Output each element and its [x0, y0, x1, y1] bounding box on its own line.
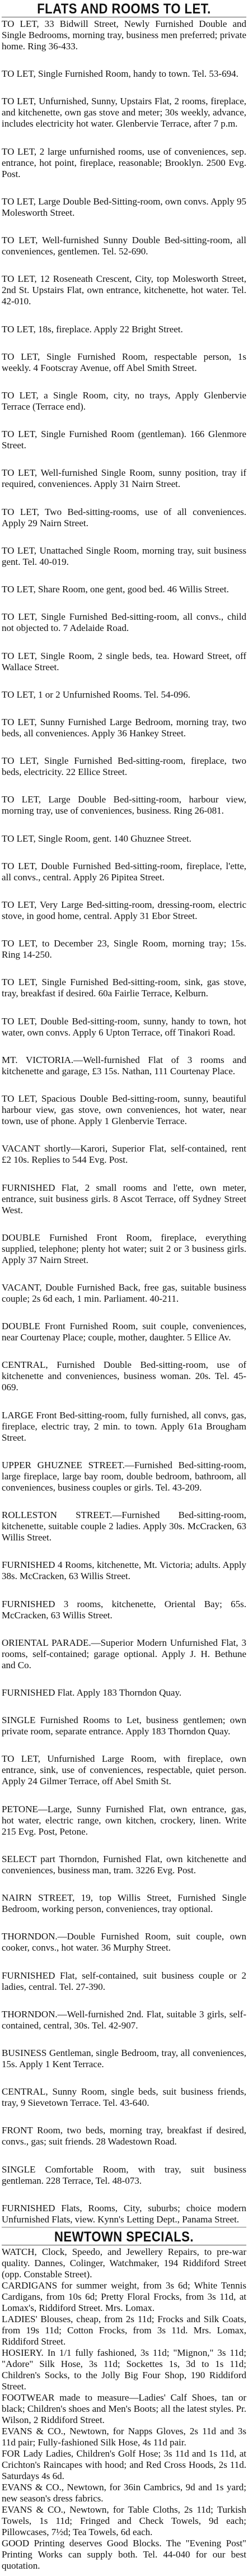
classified-ad: TO LET, Double Bed-sitting-room, sunny, handy to town, hot water, own convs. Apply 6 Upton Terrace, off Tinakori Road.	[2, 1015, 246, 1038]
classified-ad: TO LET, Single Room, gent. 140 Ghuznee Street.	[2, 833, 191, 844]
classified-ad: TO LET, Large Double Bed-Sitting-room, own convs. Apply 95 Molesworth Street.	[2, 196, 246, 218]
classified-ad: FOR Lady Ladies, Children's Golf Hose; 3s 11d and 1s 11d, at Crichton's Raincapes with hood; and Red Cross Hoods, 2s 11d. Saturdays 4s 6d.	[2, 2448, 246, 2481]
classified-ad: TO LET, a Single Room, city, no trays, Apply Glenbervie Terrace (Terrace end).	[2, 389, 246, 412]
classified-ad: FURNISHED Flats, Rooms, City, suburbs; choice modern Unfurnished Flats, view. Kynn's Letting Dept., Panama Street.	[2, 2202, 246, 2225]
classified-ad: MT. VICTORIA.—Well-furnished Flat of 3 rooms and kitchenette and garage, £3 15s. Nathan, 111 Courtenay Place.	[2, 1054, 246, 1076]
classified-ad: DOUBLE Furnished Front Room, fireplace, everything supplied, telephone; plenty hot water; suit 2 or 3 business girls. Apply 37 Nairn Street.	[2, 1232, 246, 1265]
classified-ad: THORNDON.—Well-furnished 2nd. Flat, suitable 3 girls, self-contained, central, 30s. Tel. 42-907.	[2, 2008, 246, 2031]
classified-ad: TO LET, Single Furnished Room, handy to town. Tel. 53-694.	[2, 68, 238, 80]
classified-ad: HOSIERY. In 1/1 fully fashioned, 3s 11d; "Mignon," 3s 11d; "Adore" Silk Hose, 3s 11d; Sockettes 1s, 3d to 1s 11d; Children's Socks, to the Jolly Big Four Shop, 190 Riddiford Street.	[2, 2347, 246, 2392]
classified-ad: WATCH, Clock, Speedo, and Jewellery Repairs, to pre-war quality. Dannes, Colinger, Watchmaker, 194 Riddiford Street (opp. Constable Street).	[2, 2247, 246, 2280]
classified-ad: TO LET, Single Furnished Room (gentleman). 166 Glenmore Street.	[2, 429, 246, 451]
classified-ad: ROLLESTON STREET.—Furnished Bed-sitting-room, kitchenette, suitable couple 2 ladies. Apply 30s. McCracken, 63 Willis Street.	[2, 1510, 246, 1543]
classified-ad: FURNISHED Flat, self-contained, suit business couple or 2 ladies, central. Tel. 27-390.	[2, 1970, 246, 1992]
classified-ad: TO LET, 18s, fireplace. Apply 22 Bright Street.	[2, 323, 183, 335]
classified-ad: TO LET, Sunny Furnished Large Bedroom, morning tray, two beds, all conveniences. Apply 36 Hankey Street.	[2, 716, 246, 739]
classified-ad: TO LET, Very Large Bed-sitting-room, dressing-room, electric stove, in good home, central. Apply 31 Ebor Street.	[2, 899, 246, 922]
classified-ad: LADIES' Blouses, cheap, from 2s 11d; Frocks and Silk Coats, from 19s 11d; Cotton Frocks, from 3s 11d. Mrs. Lomax, Riddiford Street.	[2, 2314, 246, 2347]
classified-ad: SINGLE Furnished Rooms to Let, business gentlemen; own private room, separate entrance. Apply 183 Thorndon Quay.	[2, 1715, 246, 1737]
classified-ad: TO LET, Single Room, 2 single beds, tea. Howard Street, off Wallace Street.	[2, 650, 246, 672]
classified-ad: FOOTWEAR made to measure—Ladies' Calf Shoes, tan or black; Children's shoes and Men's Boots; all the latest styles. Pr. Wilson, 2 Riddiford Street.	[2, 2392, 246, 2425]
classified-ad: FURNISHED Flat, 2 small rooms and l'ette, own meter, entrance, suit business girls. 8 Ascot Terrace, off Sydney Street West.	[2, 1182, 246, 1215]
classified-ad: TO LET, 2 large unfurnished rooms, use of conveniences, sep. entrance, hot point, fireplace, reasonable; Brooklyn. 2500 Evg. Post.	[2, 146, 246, 179]
classified-ad: TO LET, Single Furnished Bed-sitting-room, sink, gas stove, tray, breakfast if desired. 60a Fairlie Terrace, Kelburn.	[2, 977, 246, 999]
classified-ad: TO LET, Unfurnished, Sunny, Upstairs Flat, 2 rooms, fireplace, and kitchenette, own gas stove and meter; 30s weekly, advance, includes electricity hot water. Glenbervie Terrace, after 7 p.m.	[2, 96, 246, 129]
newtown-specials-column	[2, 2245, 246, 2572]
classified-ad: FRONT Room, two beds, morning tray, breakfast if desired, convs., gas; suit friends. 28 Wadestown Road.	[2, 2125, 246, 2147]
classified-ad: UPPER GHUZNEE STREET.—Furnished Bed-sitting-room, large fireplace, large bay room, double bedroom, bathroom, all conveniences, business couples or girls. Tel. 43-209.	[2, 1459, 246, 1493]
classified-ad: SELECT part Thorndon, Furnished Flat, own kitchenette and conveniences, business man, tram. 3226 Evg. Post.	[2, 1853, 246, 1876]
classified-ad: EVANS & CO., Newtown, for 36in Cambrics, 9d and 1s yard; new season's dress fabrics.	[2, 2482, 246, 2504]
classified-ad: LARGE Front Bed-sitting-room, fully furnished, all convs, gas, fireplace, electric tray, 2 min. to town. Apply 61a Brougham Street.	[2, 1409, 246, 1443]
classified-ad: TO LET, Single Furnished Room, respectable person, 1s weekly. 4 Footscray Avenue, off Abel Smith Street.	[2, 351, 246, 373]
classified-ad: TO LET, Well-furnished Single Room, sunny position, tray if required, conveniences. Apply 31 Nairn Street.	[2, 467, 246, 490]
classified-ad: VACANT, Double Furnished Back, free gas, suitable business couple; 2s 6d each, 1 min. Parliament. 40-211.	[2, 1282, 246, 1304]
classified-ad: DOUBLE Front Furnished Room, suit couple, conveniences, near Courtenay Place; couple, mother, daughter. 5 Ellice Av.	[2, 1321, 246, 1343]
classified-ad: TO LET, Double Furnished Bed-sitting-room, fireplace, l'ette, all convs., central. Apply 26 Pipitea Street.	[2, 860, 246, 883]
newspaper-classifieds-page	[2, 1, 246, 2572]
classified-ad: TO LET, Single Furnished Bed-sitting-room, fireplace, two beds, electricity. 22 Ellice Street.	[2, 755, 246, 778]
classified-ad: ORIENTAL PARADE.—Superior Modern Unfurnished Flat, 3 rooms, self-contained; garage optional. Apply J. H. Bethune and Co.	[2, 1637, 246, 1670]
classified-ad: TO LET, Spacious Double Bed-sitting-room, sunny, beautiful harbour view, gas stove, own conveniences, hot water, near town, use of phone. Apply 1 Glenbervie Terrace.	[2, 1093, 246, 1127]
classified-ad: BUSINESS Gentleman, single Bedroom, tray, all conveniences, 15s. Apply 1 Kent Terrace.	[2, 2047, 246, 2069]
classified-ad: EVANS & CO., Newtown, for Table Cloths, 2s 11d; Turkish Towels, 1s 11d; Fringed and Check Towels, 9d each; Pillowcases, 7½d; Tea Towels, 6d each.	[2, 2504, 246, 2537]
classified-ad: NAIRN STREET, 19, top Willis Street, Furnished Single Bedroom, working person, conveniences, tray optional.	[2, 1892, 246, 1915]
classified-ad: GOOD Printing deserves Good Blocks. The "Evening Post" Printing Works can supply both. Tel. 44-040 for our best quotation.	[2, 2538, 246, 2571]
classified-ad: TO LET, Two Bed-sitting-rooms, use of all conveniences. Apply 29 Nairn Street.	[2, 506, 246, 528]
classified-ad: FURNISHED 3 rooms, kitchenette, Oriental Bay; 65s. McCracken, 63 Willis Street.	[2, 1598, 246, 1621]
classified-ad: TO LET, Unattached Single Room, morning tray, suit business gent. Tel. 40-019.	[2, 545, 246, 567]
classified-ad: FURNISHED 4 Rooms, kitchenette, Mt. Victoria; adults. Apply 38s. McCracken, 63 Willis Street.	[2, 1559, 246, 1582]
classified-ad: EVANS & CO., Newtown, for Napps Gloves, 2s 11d and 3s 11d pair; Fully-fashioned Silk Hose, 4s 11d pair.	[2, 2426, 246, 2448]
classified-ad: TO LET, Single Furnished Bed-sitting-room, all convs., child not objected to. 7 Adelaide Road.	[2, 611, 246, 634]
classified-ad: TO LET, 1 or 2 Unfurnished Rooms. Tel. 54-096.	[2, 689, 190, 700]
classified-ad: TO LET, 12 Roseneath Crescent, City, top Molesworth Street, 2nd St. Upstairs Flat, own entrance, kitchenette, hot water. Tel. 42-010.	[2, 273, 246, 307]
classified-ad: VACANT shortly—Karori, Superior Flat, self-contained, rent £2 10s. Replies to 544 Evg. Post.	[2, 1143, 246, 1166]
newtown-specials-heading: NEWTOWN SPECIALS.	[54, 2229, 194, 2245]
classified-ad: PETONE—Large, Sunny Furnished Flat, own entrance, gas, hot water, electric range, own kitchen, crockery, linen. Write 215 Evg. Post, Petone.	[2, 1803, 246, 1837]
classified-ad: THORNDON.—Double Furnished Room, suit couple, own cooker, convs., hot water. 36 Murphy Street.	[2, 1931, 246, 1953]
classified-ad: CARDIGANS for summer weight, from 3s 6d; White Tennis Cardigans, from 10s 6d; Pretty Floral Frocks, from 3s 11d, at Lomax's, Riddiford Street. Mrs. Lomax.	[2, 2280, 246, 2313]
classified-ad: CENTRAL, Sunny Room, single beds, suit business friends, tray, 9 Sievetown Terrace. Tel. 43-640.	[2, 2086, 246, 2109]
classified-ad: TO LET, Well-furnished Sunny Double Bed-sitting-room, all conveniences, gentlemen. Tel. 52-690.	[2, 235, 246, 257]
flats-rooms-column	[2, 17, 246, 2225]
classified-ad: TO LET, 33 Bidwill Street, Newly Furnished Double and Single Bedrooms, morning tray, business men preferred; private home. Ring 36-433.	[2, 18, 246, 52]
classified-ad: TO LET, Share Room, one gent, good bed. 46 Willis Street.	[2, 584, 229, 595]
flats-and-rooms-heading: FLATS AND ROOMS TO LET.	[37, 1, 211, 17]
classified-ad: SINGLE Comfortable Room, with tray, suit business gentleman. 228 Terrace, Tel. 48-073.	[2, 2164, 246, 2186]
classified-ad: CENTRAL, Furnished Double Bed-sitting-room, use of kitchenette and conveniences, business woman. 20s. Tel. 45-069.	[2, 1359, 246, 1393]
classified-ad: TO LET, Unfurnished Large Room, with fireplace, own entrance, sink, use of conveniences, respectable, quiet person. Apply 24 Gilmer Terrace, off Abel Smith St.	[2, 1753, 246, 1787]
classified-ad: TO LET, Large Double Bed-sitting-room, harbour view, morning tray, use of conveniences, business. Ring 26-081.	[2, 794, 246, 816]
classified-ad: TO LET, to December 23, Single Room, morning tray; 15s. Ring 14-250.	[2, 938, 246, 960]
classified-ad: FURNISHED Flat. Apply 183 Thorndon Quay.	[2, 1687, 182, 1698]
